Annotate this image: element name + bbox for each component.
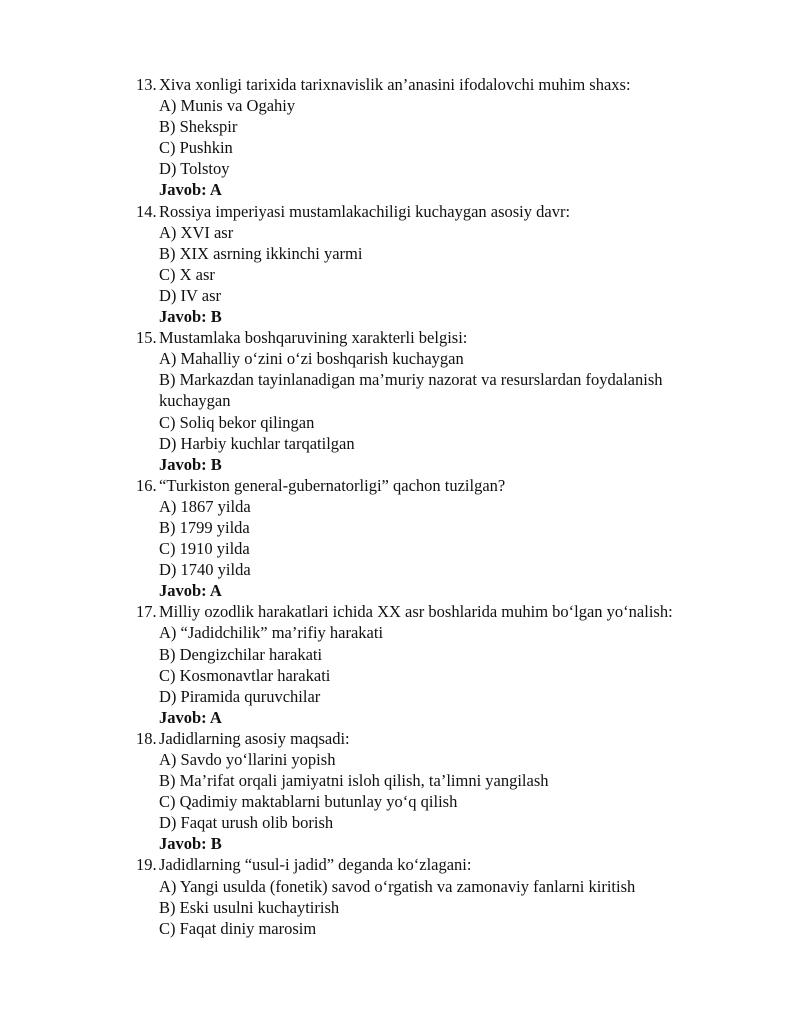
answer-option: C) Kosmonavtlar harakati [159, 665, 331, 685]
question-line [136, 728, 756, 749]
question-number: 14. [136, 201, 157, 221]
question-block [136, 475, 756, 602]
answer-option: B) Dengizchilar harakati [159, 644, 323, 664]
question-block [136, 728, 756, 855]
question-text: Rossiya imperiyasi mustamlakachiligi kuchaygan asosiy davr: [159, 201, 571, 221]
answer-option: A) 1867 yilda [159, 496, 251, 516]
question-line [136, 601, 756, 622]
question-number: 17. [136, 602, 157, 622]
question-number: 16. [136, 475, 157, 495]
answer-option: A) Yangi usulda (fonetik) savod o‘rgatish va zamonaviy fanlarni kiritish [159, 876, 636, 896]
correct-answer: Javob: A [159, 707, 222, 727]
question-number: 13. [136, 75, 157, 94]
answer-option: A) “Jadidchilik” ma’rifiy harakati [159, 623, 384, 643]
question-number: 15. [136, 328, 157, 348]
correct-answer: Javob: B [159, 307, 222, 327]
question-text: Jadidlarning asosiy maqsadi: [159, 728, 350, 748]
question-number: 19. [136, 855, 157, 875]
question-line [136, 201, 756, 222]
question-text: Mustamlaka boshqaruvining xarakterli belgisi: [159, 328, 468, 348]
question-text: Xiva xonligi tarixida tarixnavislik an’anasini ifodalovchi muhim shaxs: [159, 75, 631, 94]
answer-option: B) Ma’rifat orqali jamiyatni isloh qilish, ta’limni yangilash [159, 771, 549, 791]
answer-option: D) Harbiy kuchlar tarqatilgan [159, 433, 355, 453]
question-block [136, 601, 756, 728]
correct-answer: Javob: B [159, 454, 222, 474]
question-line [136, 74, 756, 95]
answer-option: A) Mahalliy o‘zini o‘zi boshqarish kuchaygan [159, 349, 464, 369]
question-block [136, 74, 756, 201]
question-number: 18. [136, 728, 157, 748]
correct-answer: Javob: B [159, 834, 222, 854]
answer-option: A) XVI asr [159, 222, 234, 242]
answer-option: D) IV asr [159, 285, 222, 305]
answer-option: C) Soliq bekor qilingan [159, 412, 315, 432]
answer-option: B) Shekspir [159, 117, 238, 137]
answer-option: B) Eski usulni kuchaytirish [159, 897, 340, 917]
answer-option: C) Qadimiy maktablarni butunlay yo‘q qilish [159, 792, 458, 812]
question-block [136, 854, 756, 938]
answer-option: A) Savdo yo‘llarini yopish [159, 750, 336, 769]
answer-option: D) 1740 yilda [159, 560, 251, 580]
question-text: Milliy ozodlik harakatlari ichida XX asr boshlarida muhim bo‘lgan yo‘nalish: [159, 602, 673, 622]
answer-option: C) Pushkin [159, 138, 233, 158]
question-line [136, 854, 756, 875]
question-block [136, 201, 756, 328]
document-body [136, 74, 756, 939]
question-block [136, 327, 756, 475]
answer-option: B) 1799 yilda [159, 517, 250, 537]
answer-option: C) 1910 yilda [159, 539, 250, 559]
answer-option: B) Markazdan tayinlanadigan ma’muriy nazorat va resurslardan foydalanish kuchaygan [159, 370, 663, 411]
question-line [136, 475, 756, 496]
answer-option: D) Piramida quruvchilar [159, 686, 321, 706]
answer-option: D) Tolstoy [159, 159, 230, 179]
correct-answer: Javob: A [159, 581, 222, 601]
correct-answer: Javob: A [159, 180, 222, 200]
answer-option: D) Faqat urush olib borish [159, 813, 334, 833]
question-line [136, 327, 756, 348]
answer-option: B) XIX asrning ikkinchi yarmi [159, 243, 363, 263]
answer-option: A) Munis va Ogahiy [159, 96, 296, 116]
answer-option: C) Faqat diniy marosim [159, 918, 317, 938]
question-text: “Turkiston general-gubernatorligi” qachon tuzilgan? [159, 475, 506, 495]
question-text: Jadidlarning “usul-i jadid” deganda ko‘zlagani: [159, 855, 472, 875]
answer-option: C) X asr [159, 264, 215, 284]
